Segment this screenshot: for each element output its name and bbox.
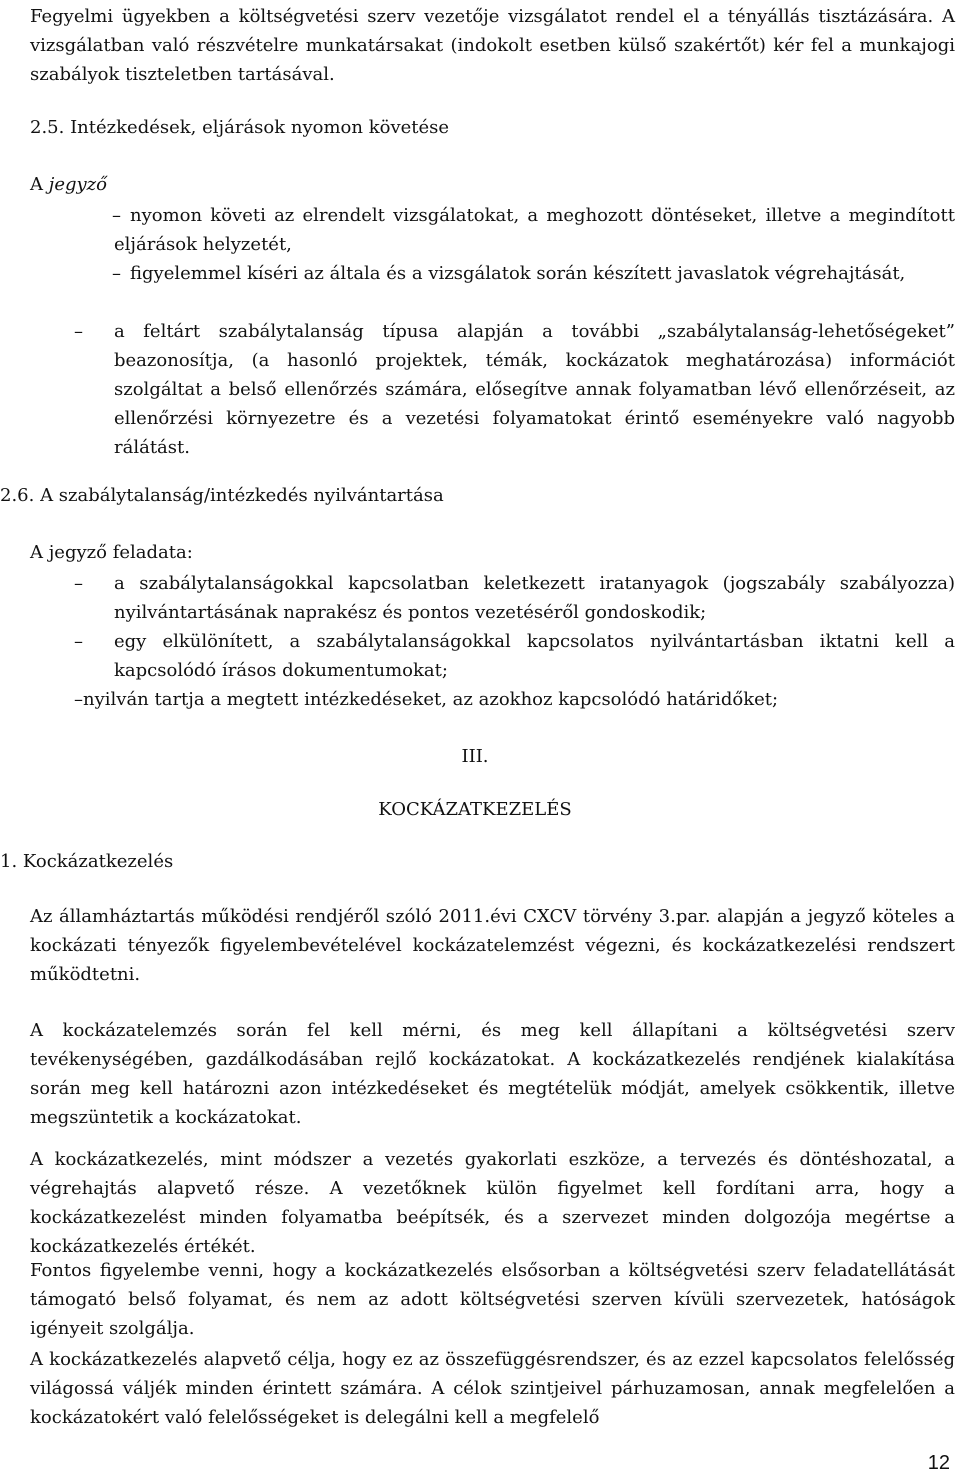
list-item: – nyomon követi az elrendelt vizsgálatokat, a meghozott döntéseket, illetve a megindított eljárások helyzetét, xyxy=(112,205,955,255)
list-item: – a szabálytalanságokkal kapcsolatban keletkezett iratanyagok (jogszabály szabályozza) nyilvántartásának naprakész és pontos vezetéséről gondoskodik; xyxy=(74,573,955,623)
chapter-number: III. xyxy=(461,746,489,767)
paragraph-4: Fontos figyelembe venni, hogy a kockázatkezelés elsősorban a költségvetési szerv feladatellátását támogató belső folyamat, és nem az adott költségvetési szerven kívüli szervezetek, hatóságok igényeit szolgálja. xyxy=(30,1260,955,1339)
lead-jegyzo: jegyző xyxy=(48,174,107,195)
paragraph-2: A kockázatelemzés során fel kell mérni, és meg kell állapítani a költségvetési szerv tevékenységében, gazdálkodásában rejlő kockázatokat. A kockázatkezelés rendjének kialakítása során meg kell határozni azon intézkedéseket és megtételük módját, amelyek csökkentik, illetve megszüntetik a kockázatokat. xyxy=(30,1020,955,1128)
paragraph-1: Az államháztartás működési rendjéről szóló 2011.évi CXCV törvény 3.par. alapján a jegyző köteles a kockázati tényezők figyelembevételével kockázatelemzést végezni, és kockázatkezelési rendszert működtetni. xyxy=(30,906,956,985)
subheading-kockazatkezeles: 1. Kockázatkezelés xyxy=(0,851,174,872)
section-2-5-lead xyxy=(30,170,107,199)
list-item: – egy elkülönített, a szabálytalanságokkal kapcsolatos nyilvántartásban iktatni kell a kapcsolódó írásos dokumentumokat; xyxy=(74,631,955,681)
page-number: 12 xyxy=(927,1452,950,1474)
section-2-5-heading: 2.5. Intézkedések, eljárások nyomon követése xyxy=(30,117,450,138)
list-item: – a feltárt szabálytalanság típusa alapján a további „szabálytalanság-lehetőségeket” beazonosítja, (a hasonló projektek, témák, kockázatok meghatározása) információt szolgáltat a belső ellenőrzés számára, elősegítve annak folyamatban lévő ellenőrzéseit, az ellenőrzési környezetre és a vezetési folyamatokat érintő eseményekre való nagyobb rálátást. xyxy=(74,321,955,458)
section-2-6-lead: A jegyző feladata: xyxy=(30,542,193,563)
intro-paragraph: Fegyelmi ügyekben a költségvetési szerv vezetője vizsgálatot rendel el a tényállás tisztázására. A vizsgálatban való részvételre munkatársakat (indokolt esetben külső szakértőt) kér fel a munkajogi szabályok tiszteletben tartásával. xyxy=(30,6,955,85)
list-item: –nyilván tartja a megtett intézkedéseket, az azokhoz kapcsolódó határidőket; xyxy=(74,689,779,710)
chapter-title: KOCKÁZATKEZELÉS xyxy=(378,799,572,820)
list-item: – figyelemmel kíséri az általa és a vizsgálatok során készített javaslatok végrehajtását, xyxy=(112,263,906,284)
paragraph-5: A kockázatkezelés alapvető célja, hogy ez az összefüggésrendszer, és az ezzel kapcsolatos felelősség világossá váljék minden érintett számára. A célok szintjeivel párhuzamosan, annak megfelelően a kockázatokért való felelősségeket is delegálni kell a megfelelő xyxy=(30,1349,955,1428)
section-2-6-heading: 2.6. A szabálytalanság/intézkedés nyilvántartása xyxy=(0,485,444,506)
paragraph-3: A kockázatkezelés, mint módszer a vezetés gyakorlati eszköze, a tervezés és döntéshozatal, a végrehajtás alapvető része. A vezetőknek külön figyelmet kell fordítani arra, hogy a kockázatkezelést minden folyamatba beépítsék, és a szervezet minden dolgozója megértse a kockázatkezelés értékét. xyxy=(30,1149,955,1257)
lead-a: A xyxy=(30,174,43,195)
